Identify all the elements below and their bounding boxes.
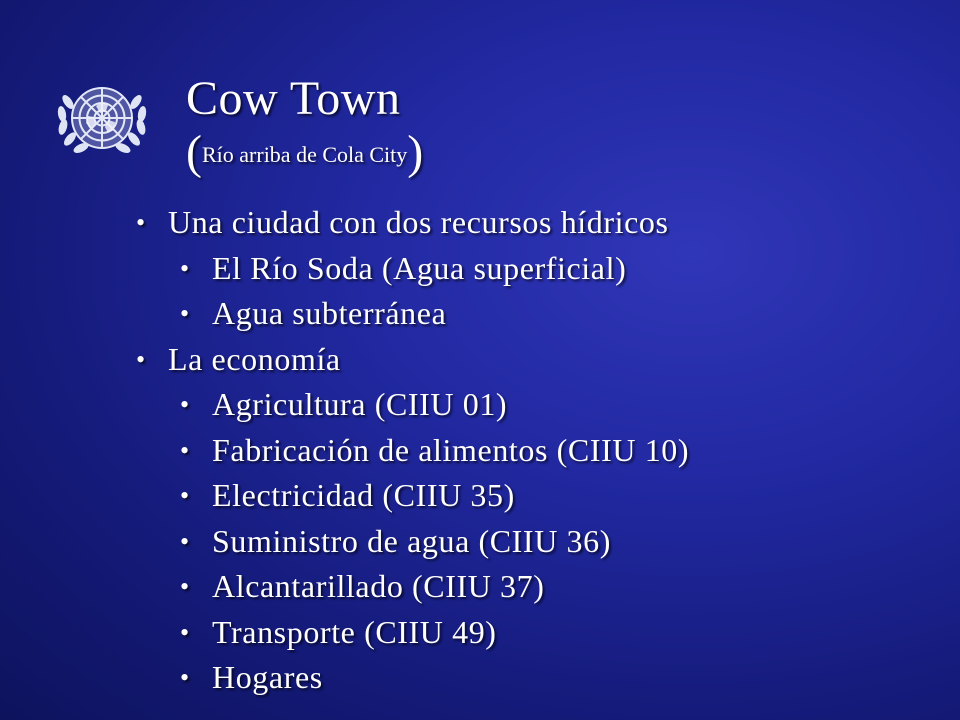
subtitle-text: Río arriba de Cola City [201,142,408,167]
bullet-text: Suministro de agua (CIIU 36) [212,522,611,559]
bullet-item [136,564,689,610]
bullet-item [136,382,689,428]
bullet-item [136,337,689,383]
bullet-text: Electricidad (CIIU 35) [212,477,515,513]
slide-title [186,70,423,180]
bullet-text: Fabricación de alimentos (CIIU 10) [212,431,690,468]
bullet-item [136,428,689,474]
bullet-text: Agricultura (CIIU 01) [212,386,508,422]
bullet-dot-icon: • [180,481,190,510]
bullet-dot-icon: • [180,663,190,692]
subtitle-open-paren: ( [186,126,202,179]
bullet-dot-icon: • [180,390,190,419]
bullet-text: Hogares [212,659,323,695]
bullet-dot-icon: • [180,526,190,556]
bullet-item [136,519,689,565]
bullet-item [136,291,689,337]
bullet-dot-icon: • [136,208,146,237]
bullet-dot-icon: • [180,253,190,283]
bullet-item [136,655,689,701]
bullet-text: La economía [168,340,341,377]
bullet-dot-icon: • [180,617,190,647]
bullet-item [136,473,689,519]
subtitle-close-paren: ) [407,126,424,179]
bullet-text: Transporte (CIIU 49) [212,613,497,650]
title-subtitle [186,128,423,180]
bullet-text: El Río Soda (Agua superficial) [212,249,627,286]
bullet-item [136,246,689,292]
bullet-text: Una ciudad con dos recursos hídricos [168,204,669,240]
title-main: Cow Town [186,72,401,125]
bullet-dot-icon: • [180,572,190,601]
bullet-dot-icon: • [180,299,190,328]
bullet-dot-icon: • [180,435,190,465]
bullet-list [136,200,689,701]
bullet-text: Agua subterránea [212,295,447,331]
un-emblem-icon [48,72,156,164]
bullet-item [136,200,689,246]
bullet-item [136,610,689,656]
bullet-dot-icon: • [136,344,146,374]
bullet-text: Alcantarillado (CIIU 37) [212,568,545,604]
